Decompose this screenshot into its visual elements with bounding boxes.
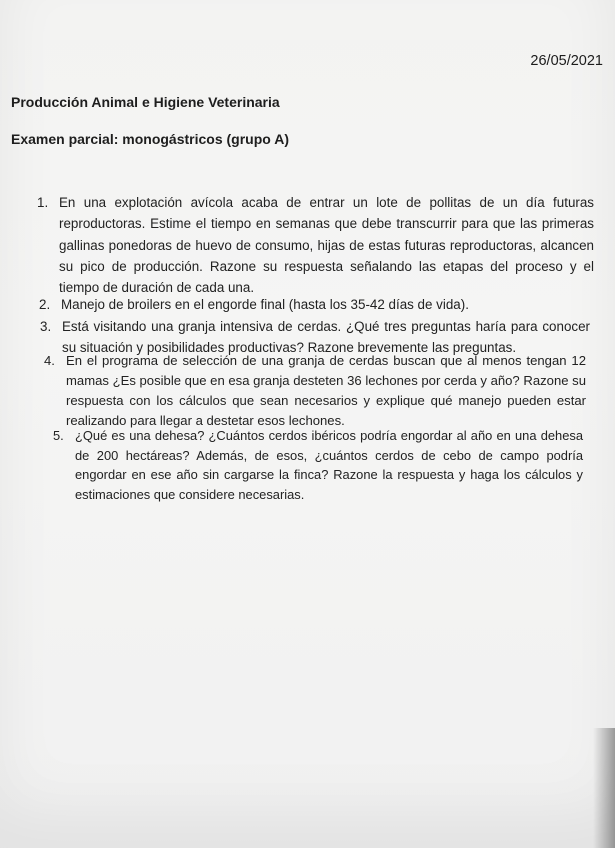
question-text: En una explotación avícola acaba de entrar un lote de pollitas de un día futuras reproductoras. Estime el tiempo en semanas que debe transcurrir para que las primeras gallinas ponedoras de huevo de consumo, hijas de estas futuras reproductoras, alcancen su pico de producción. Razone su respuesta señalando las etapas del proceso y el tiempo de duración de cada una. — [59, 195, 594, 296]
question-1 — [37, 192, 594, 298]
course-title: Producción Animal e Higiene Veterinaria — [11, 94, 280, 110]
question-text: ¿Qué es una dehesa? ¿Cuántos cerdos ibéricos podría engordar al año en una dehesa de 200 hectáreas? Además, de esos, ¿cuántos cerdos de cebo de campo podría engordar en ese año sin cargarse la finca? Razone la respuesta y haga los cálculos y estimaciones que considere necesarias. — [75, 428, 583, 502]
question-number: 5. — [53, 428, 64, 443]
question-number: 3. — [40, 319, 52, 334]
exam-date: 26/05/2021 — [530, 53, 603, 69]
question-text: En el programa de selección de una granja de cerdas buscan que al menos tengan 12 mamas ¿Es posible que en esa granja desteten 36 lechones por cerda y año? Razone su respuesta con los cálculos que sean necesarios y explique qué manejo pueden estar realizando para llegar a destetar esos lechones. — [66, 353, 586, 428]
question-4 — [44, 351, 586, 431]
question-number: 2. — [39, 297, 51, 312]
question-text: Está visitando una granja intensiva de cerdas. ¿Qué tres preguntas haría para conocer su situación y posibilidades productivas? Razone brevemente las preguntas. — [62, 319, 590, 356]
page-shadow — [593, 728, 615, 848]
question-number: 4. — [44, 353, 55, 368]
exam-title: Examen parcial: monogástricos (grupo A) — [11, 131, 289, 147]
question-2 — [39, 294, 591, 315]
question-number: 1. — [37, 195, 49, 210]
question-5 — [53, 426, 583, 504]
question-text: Manejo de broilers en el engorde final (hasta los 35-42 días de vida). — [61, 297, 469, 312]
